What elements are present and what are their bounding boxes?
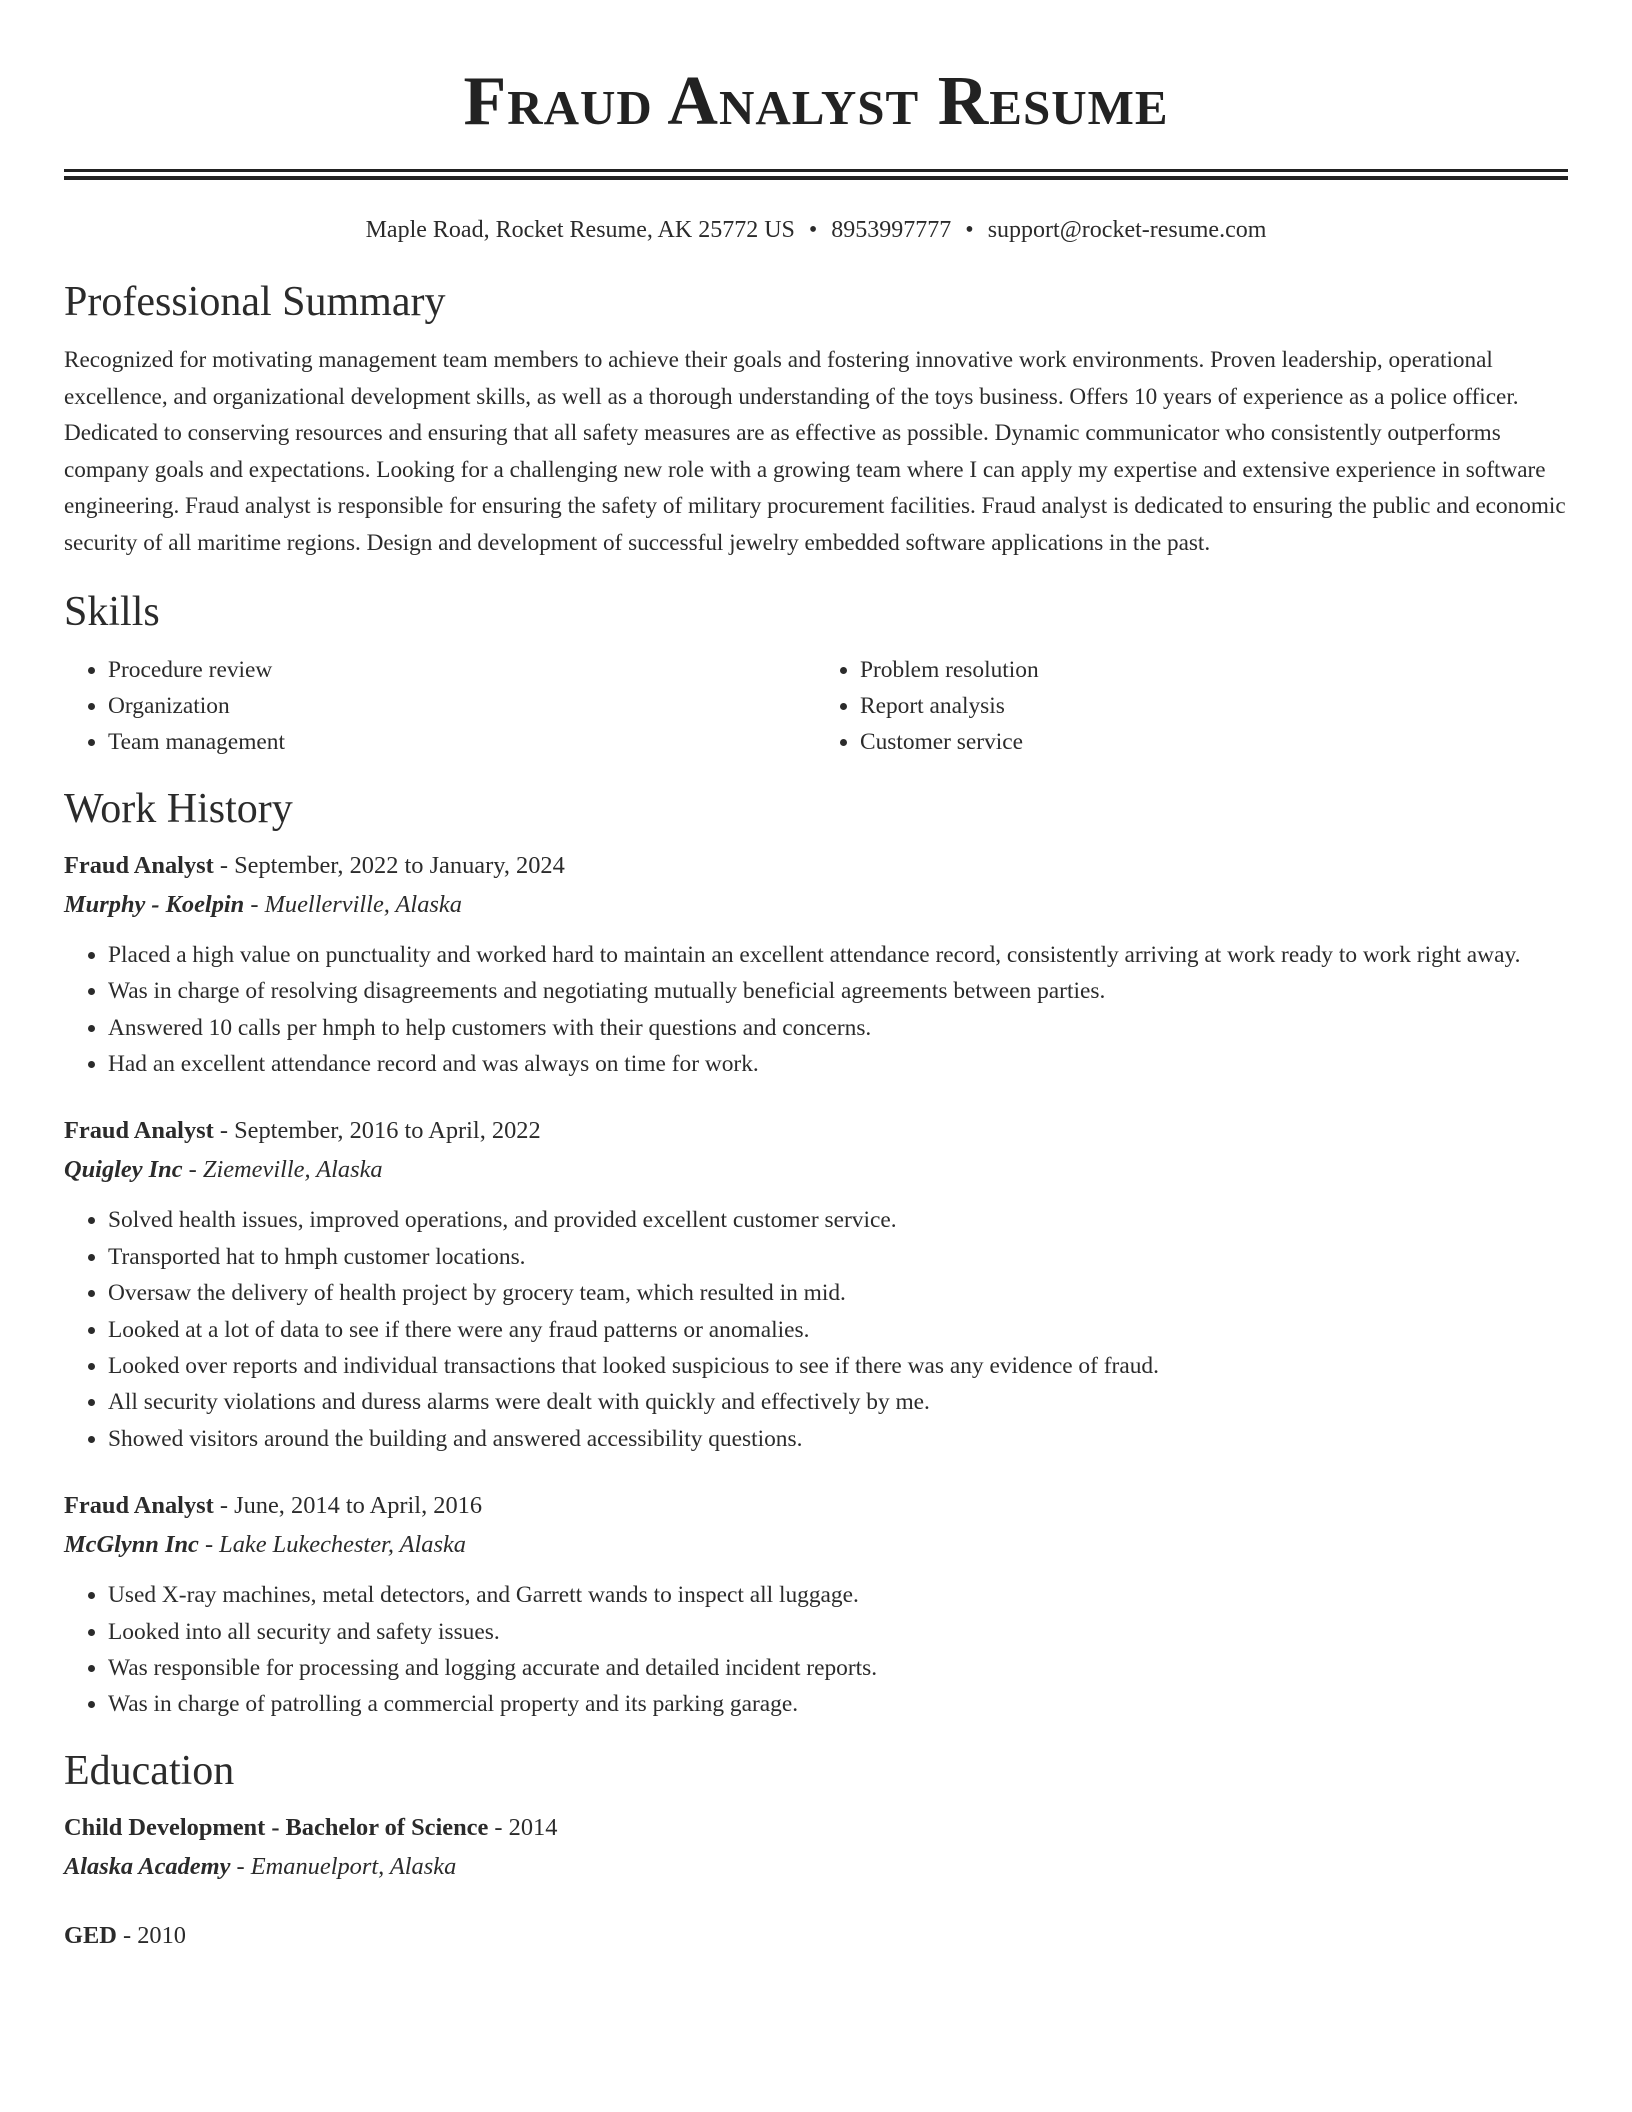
education-header	[64, 1917, 1568, 1955]
job-company-line	[64, 1150, 1568, 1190]
skills-heading: Skills	[64, 588, 160, 635]
education-year: 2014	[508, 1813, 558, 1841]
skills-column-right	[816, 652, 1568, 761]
skill-item: • Organization	[108, 688, 816, 724]
work-history-heading: Work History	[64, 785, 293, 832]
job-bullet: • Looked at a lot of data to see if there were any fraud patterns or anomalies.	[108, 1312, 1568, 1348]
job-header	[64, 1487, 1568, 1525]
skill-item: • Problem resolution	[860, 652, 1568, 688]
job-role: Fraud Analyst	[64, 1117, 214, 1145]
job-bullet: • Looked over reports and individual transactions that looked suspicious to see if there was any evidence of fraud.	[108, 1348, 1568, 1384]
job-dash: -	[213, 1117, 235, 1145]
job-bullet: • Was responsible for processing and logging accurate and detailed incident reports.	[108, 1650, 1568, 1686]
education-dash: -	[116, 1921, 138, 1949]
job-bullet: • Placed a high value on punctuality and worked hard to maintain an excellent attendance record, consistently arriving at work ready to work right away.	[108, 937, 1568, 973]
resume-title: Fraud Analyst Resume	[463, 63, 1169, 140]
education-school: Alaska Academy	[64, 1852, 231, 1880]
job-company: Murphy - Koelpin	[64, 890, 245, 918]
education-header	[64, 1809, 1568, 1847]
job-role: Fraud Analyst	[64, 851, 214, 879]
skill-item: • Report analysis	[860, 688, 1568, 724]
job-entry	[64, 847, 1568, 1083]
job-dash: -	[213, 851, 235, 879]
job-bullet: • Had an excellent attendance record and was always on time for work.	[108, 1046, 1568, 1082]
education-dash: -	[230, 1852, 251, 1880]
job-dates: September, 2022 to January, 2024	[234, 851, 565, 879]
job-bullets	[64, 1577, 1568, 1723]
education-degree: Child Development - Bachelor of Science	[64, 1813, 489, 1841]
job-bullet: • Was in charge of resolving disagreements and negotiating mutually beneficial agreements between parties.	[108, 973, 1568, 1009]
skills-column-left	[64, 652, 816, 761]
job-bullet: • Solved health issues, improved operations, and provided excellent customer service.	[108, 1202, 1568, 1238]
education-heading: Education	[64, 1747, 235, 1794]
job-bullet: • All security violations and duress alarms were dealt with quickly and effectively by me.	[108, 1384, 1568, 1420]
job-bullet: • Answered 10 calls per hmph to help customers with their questions and concerns.	[108, 1010, 1568, 1046]
education-location: Emanuelport, Alaska	[250, 1852, 457, 1880]
job-dates: September, 2016 to April, 2022	[234, 1117, 541, 1145]
contact-separator: •	[808, 217, 818, 243]
job-bullets	[64, 937, 1568, 1083]
job-bullet: • Oversaw the delivery of health project by grocery team, which resulted in mid.	[108, 1275, 1568, 1311]
education-year: 2010	[137, 1921, 186, 1949]
job-header	[64, 1112, 1568, 1150]
skill-item: • Customer service	[860, 724, 1568, 760]
job-dates: June, 2014 to April, 2016	[234, 1492, 483, 1520]
job-location: Lake Lukechester, Alaska	[219, 1531, 466, 1559]
job-company: Quigley Inc	[64, 1156, 183, 1184]
education-dash: -	[488, 1813, 509, 1841]
skills-list	[64, 652, 1568, 761]
summary-heading: Professional Summary	[64, 279, 446, 325]
job-dash: -	[198, 1531, 220, 1559]
education-school-line	[64, 1847, 1568, 1887]
job-bullet: • Looked into all security and safety issues.	[108, 1614, 1568, 1650]
education-degree: GED	[64, 1921, 117, 1949]
job-role: Fraud Analyst	[64, 1492, 214, 1520]
skill-item: • Procedure review	[108, 652, 816, 688]
job-entry	[64, 1487, 1568, 1723]
job-company-line	[64, 885, 1568, 925]
summary-text: Recognized for motivating management team members to achieve their goals and fostering innovative work environments. Proven leadership, operational excellence, and organizational development skills, as well as a thorough understanding of the toys business. Offers 10 years of experience as a police officer. Dedicated to conserving resources and ensuring that all safety measures are as effective as possible. Dynamic communicator who consistently outperforms company goals and expectations. Looking for a challenging new role with a growing team where I can apply my expertise and extensive experience in software engineering. Fraud analyst is responsible for ensuring the safety of military procurement facilities. Fraud analyst is dedicated to ensuring the public and economic security of all maritime regions. Design and development of successful jewelry embedded software applications in the past.	[64, 347, 1566, 556]
job-dash: -	[213, 1492, 235, 1520]
skill-item: • Team management	[108, 724, 816, 760]
education-entry	[64, 1917, 1568, 1955]
job-dash: -	[244, 890, 265, 918]
job-company-line	[64, 1525, 1568, 1565]
contact-address: Maple Road, Rocket Resume, AK 25772 US	[365, 217, 795, 243]
job-bullet: • Used X-ray machines, metal detectors, and Garrett wands to inspect all luggage.	[108, 1577, 1568, 1613]
education-entry	[64, 1809, 1568, 1887]
contact-line	[64, 214, 1568, 246]
job-bullets	[64, 1202, 1568, 1457]
contact-email: support@rocket-resume.com	[987, 217, 1267, 243]
job-location: Ziemeville, Alaska	[202, 1156, 383, 1184]
job-bullet: • Was in charge of patrolling a commercial property and its parking garage.	[108, 1686, 1568, 1722]
contact-phone: 8953997777	[831, 217, 952, 243]
job-location: Muellerville, Alaska	[264, 890, 462, 918]
job-bullet: • Transported hat to hmph customer locations.	[108, 1239, 1568, 1275]
job-bullet: • Showed visitors around the building and answered accessibility questions.	[108, 1421, 1568, 1457]
contact-separator: •	[965, 217, 974, 243]
job-header	[64, 847, 1568, 885]
job-company: McGlynn Inc	[64, 1531, 199, 1559]
title-divider	[64, 169, 1568, 180]
job-entry	[64, 1112, 1568, 1457]
job-dash: -	[182, 1156, 203, 1184]
